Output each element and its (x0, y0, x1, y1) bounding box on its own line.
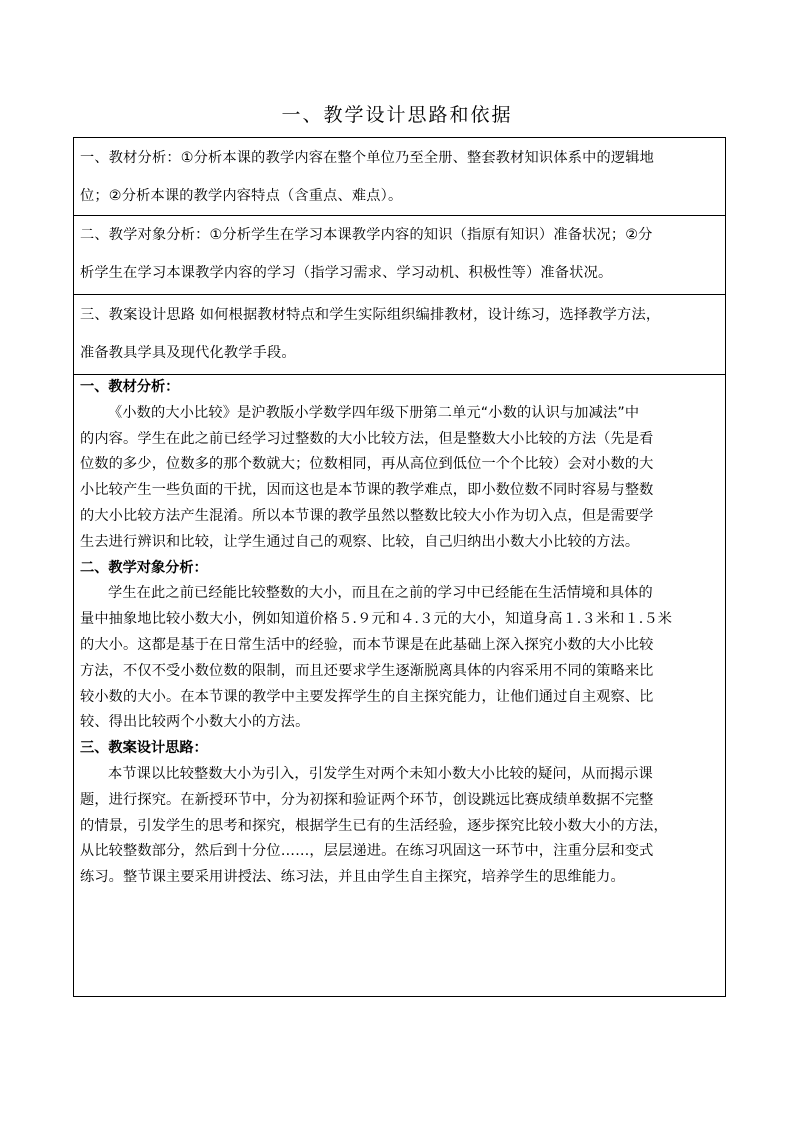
section-heading-design-idea: 三、教案设计思路： (80, 740, 208, 757)
guide-row-textbook-analysis (74, 138, 725, 216)
paragraph-line: 的内容。学生在此之前已经学习过整数的大小比较方法，但是整数大小比较的方法（先是看 (80, 430, 654, 447)
guide-line: 准备教具学具及现代化教学手段。 (80, 345, 296, 361)
paragraph-line: 从比较整数部分，然后到十分位……，层层递进。在练习巩固这一环节中，注重分层和变式 (80, 843, 654, 860)
paragraph-line: 的大小。这都是基于在日常生活中的经验，而本节课是在此基础上深入探究小数的大小比较 (80, 636, 654, 653)
guide-line: 一、教材分析：①分析本课的教学内容在整个单位乃至全册、整套教材知识体系中的逻辑地 (80, 150, 655, 166)
paragraph-line: 的情景，引发学生的思考和探究，根据学生已有的生活经验，逐步探究比较小数大小的方法， (80, 817, 668, 834)
lesson-design-table (73, 137, 726, 997)
page-title: 一、教学设计思路和依据 (281, 104, 513, 126)
paragraph-line: 较、得出比较两个小数大小的方法。 (80, 714, 310, 731)
paragraph-line: 练习。整节课主要采用讲授法、练习法，并且由学生自主探究，培养学生的思维能力。 (80, 869, 625, 886)
paragraph-line: 学生在此之前已经能比较整数的大小，而且在之前的学习中已经能在生活情境和具体的 (108, 585, 653, 602)
paragraph-line: 题，进行探究。在新授环节中，分为初探和验证两个环节，创设跳远比赛成绩单数据不完整 (80, 791, 654, 808)
guide-line: 三、教案设计思路 如何根据教材特点和学生实际组织编排教材，设计练习，选择教学方法， (80, 307, 661, 323)
paragraph-line: 量中抽象地比较小数大小，例如知道价格５.９元和４.３元的大小，知道身高１.３米和１.５米 (80, 611, 673, 628)
section-heading-textbook-analysis: 一、教材分析： (80, 379, 180, 395)
guide-row-student-analysis (74, 216, 725, 295)
section-heading-student-analysis: 二、教学对象分析： (80, 559, 208, 576)
guide-row-design-idea (74, 295, 725, 375)
paragraph-line: 的大小比较方法产生混淆。所以本节课的教学虽然以整数比较大小作为切入点，但是需要学 (80, 507, 654, 524)
guide-line: 位；②分析本课的教学内容特点（含重点、难点）。 (80, 188, 403, 204)
lesson-content (74, 375, 725, 891)
paragraph-line: 本节课以比较整数大小为引入，引发学生对两个未知小数大小比较的疑问，从而揭示课 (108, 765, 653, 782)
paragraph-line: 位数的多少，位数多的那个数就大；位数相同，再从高位到低位一个个比较）会对小数的大 (80, 456, 654, 473)
paragraph-line: 方法，不仅不受小数位数的限制，而且还要求学生逐渐脱离具体的内容采用不同的策略来比 (80, 662, 654, 679)
paragraph-line: 生去进行辨识和比较，让学生通过自己的观察、比较，自己归纳出小数大小比较的方法。 (80, 533, 640, 550)
paragraph-line: 较小数的大小。在本节课的教学中主要发挥学生的自主探究能力，让他们通过自主观察、比 (80, 688, 654, 705)
guide-line: 析学生在学习本课教学内容的学习（指学习需求、学习动机、积极性等）准备状况。 (80, 265, 613, 281)
guide-line: 二、教学对象分析：①分析学生在学习本课教学内容的知识（指原有知识）准备状况；②分 (80, 227, 653, 243)
paragraph-line: 《小数的大小比较》是沪教版小学数学四年级下册第二单元“小数的认识与加减法”中 (108, 404, 640, 421)
paragraph-line: 小比较产生一些负面的干扰，因而这也是本节课的教学难点，即小数位数不同时容易与整数 (80, 482, 654, 499)
